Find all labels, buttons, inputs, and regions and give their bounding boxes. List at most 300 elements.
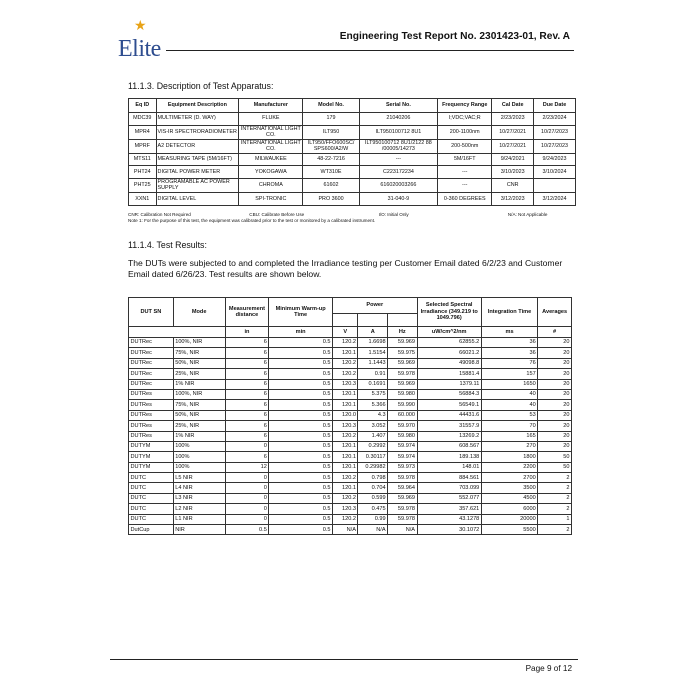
apparatus-heading: 11.1.3. Description of Test Apparatus: bbox=[128, 81, 274, 91]
results-cell: 0.5 bbox=[269, 421, 333, 431]
results-cell: 0.5 bbox=[269, 452, 333, 462]
results-cell: 0.5 bbox=[269, 504, 333, 514]
results-cell: 40 bbox=[481, 389, 537, 399]
results-cell: 120.0 bbox=[332, 410, 358, 420]
apparatus-cell: MEASURING TAPE (5M/16FT) bbox=[156, 153, 239, 166]
results-cell: 0 bbox=[225, 441, 269, 451]
apparatus-cell: 31-040-9 bbox=[359, 193, 438, 206]
results-cell: DUTYM bbox=[129, 462, 174, 472]
results-cell: N/A bbox=[388, 525, 417, 535]
results-row bbox=[129, 400, 572, 410]
results-cell: 120.2 bbox=[332, 358, 358, 368]
results-cell: 59.980 bbox=[388, 389, 417, 399]
results-cell: 6000 bbox=[481, 504, 537, 514]
results-cell: 120.1 bbox=[332, 441, 358, 451]
results-cell: 13269.2 bbox=[417, 431, 481, 441]
results-cell: DUTRec bbox=[129, 369, 174, 379]
results-cell: 0.475 bbox=[358, 504, 388, 514]
results-cell: DUTC bbox=[129, 504, 174, 514]
results-cell: 59.975 bbox=[388, 348, 417, 358]
results-cell: 25%, NIR bbox=[173, 421, 225, 431]
apparatus-cell: YOKOGAWA bbox=[239, 166, 303, 179]
apparatus-cell: XXN1 bbox=[129, 193, 157, 206]
results-cell: L1 NIR bbox=[173, 514, 225, 524]
results-cell: 59.980 bbox=[388, 431, 417, 441]
results-cell: 6 bbox=[225, 431, 269, 441]
apparatus-cell: MTS11 bbox=[129, 153, 157, 166]
results-cell: 53 bbox=[481, 410, 537, 420]
results-cell: 1.6698 bbox=[358, 338, 388, 348]
apparatus-cell: ILT950100712 8U1 bbox=[359, 125, 438, 139]
results-cell: 59.978 bbox=[388, 369, 417, 379]
results-cell: 59.969 bbox=[388, 358, 417, 368]
results-cell: L2 NIR bbox=[173, 504, 225, 514]
apparatus-cell: PHT24 bbox=[129, 166, 157, 179]
results-cell: 100% bbox=[173, 462, 225, 472]
apparatus-cell: 10/27/2021 bbox=[492, 139, 534, 153]
results-cell: 2 bbox=[538, 504, 572, 514]
results-cell: 100% bbox=[173, 441, 225, 451]
results-row bbox=[129, 431, 572, 441]
results-row bbox=[129, 389, 572, 399]
results-cell: 0.5 bbox=[269, 483, 333, 493]
header-divider bbox=[166, 50, 574, 51]
results-cell: 6 bbox=[225, 369, 269, 379]
results-cell: 0.5 bbox=[269, 348, 333, 358]
results-cell: 120.2 bbox=[332, 338, 358, 348]
results-cell: 3500 bbox=[481, 483, 537, 493]
apparatus-cell: INTERNATIONAL LIGHT CO. bbox=[239, 139, 303, 153]
results-cell: 6 bbox=[225, 338, 269, 348]
results-cell: 60.000 bbox=[388, 410, 417, 420]
legend-io: I/O: Initial Only bbox=[378, 212, 409, 217]
results-cell: 62855.2 bbox=[417, 338, 481, 348]
results-row bbox=[129, 452, 572, 462]
apparatus-col-header: Model No. bbox=[303, 99, 359, 113]
results-cell: 5.366 bbox=[358, 400, 388, 410]
results-row bbox=[129, 441, 572, 451]
apparatus-cell: --- bbox=[359, 153, 438, 166]
apparatus-cell: 200-1100nm bbox=[438, 125, 492, 139]
results-cell: 1.407 bbox=[358, 431, 388, 441]
results-cell: 2700 bbox=[481, 473, 537, 483]
results-cell: 75%, NIR bbox=[173, 348, 225, 358]
results-cell: 120.1 bbox=[332, 348, 358, 358]
results-cell: 0.5 bbox=[269, 400, 333, 410]
results-cell: 20 bbox=[538, 410, 572, 420]
apparatus-col-header: Eq ID bbox=[129, 99, 157, 113]
apparatus-cell: 3/12/2023 bbox=[492, 193, 534, 206]
report-page bbox=[106, 14, 580, 686]
results-cell: 1 bbox=[538, 514, 572, 524]
apparatus-row bbox=[129, 153, 576, 166]
results-cell: 0 bbox=[225, 473, 269, 483]
results-cell: 20 bbox=[538, 369, 572, 379]
results-cell: 552.077 bbox=[417, 493, 481, 503]
star-icon: ★ bbox=[134, 17, 147, 33]
apparatus-col-header: Due Date bbox=[534, 99, 576, 113]
apparatus-cell: 179 bbox=[303, 113, 359, 126]
results-cell: 43.1278 bbox=[417, 514, 481, 524]
apparatus-cell: C223172234 bbox=[359, 166, 438, 179]
results-row bbox=[129, 421, 572, 431]
results-cell: 120.2 bbox=[332, 473, 358, 483]
results-cell: 0.29982 bbox=[358, 462, 388, 472]
page-number: Page 9 of 12 bbox=[525, 664, 572, 673]
results-cell: DUTRec bbox=[129, 348, 174, 358]
results-paragraph: The DUTs were subjected to and completed the Irradiance testing per Customer Email dated 6/2/23 and Customer Email dated 6/26/23. Test results are shown below. bbox=[128, 258, 563, 279]
results-cell: 6 bbox=[225, 358, 269, 368]
results-cell: 59.978 bbox=[388, 473, 417, 483]
results-cell: 30.1072 bbox=[417, 525, 481, 535]
apparatus-cell: 9/24/2021 bbox=[492, 153, 534, 166]
legend-cbu: CBU: Calibrate Before Use bbox=[249, 212, 305, 217]
results-cell: 20 bbox=[538, 389, 572, 399]
results-row bbox=[129, 410, 572, 420]
apparatus-header-row bbox=[129, 99, 576, 113]
results-row bbox=[129, 493, 572, 503]
results-cell: 100%, NIR bbox=[173, 338, 225, 348]
results-cell: 20 bbox=[538, 441, 572, 451]
results-row bbox=[129, 514, 572, 524]
col-warmup: Minimum Warm-up Time bbox=[269, 298, 333, 327]
results-cell: 20 bbox=[538, 338, 572, 348]
results-header-row bbox=[129, 298, 572, 314]
results-cell: DUTRec bbox=[129, 338, 174, 348]
apparatus-cell: 10/27/2021 bbox=[492, 125, 534, 139]
results-cell: DUTRec bbox=[129, 379, 174, 389]
results-cell: 50%, NIR bbox=[173, 410, 225, 420]
power-spacer-v bbox=[332, 314, 358, 327]
results-cell: 0.5 bbox=[269, 369, 333, 379]
elite-logo bbox=[114, 18, 176, 62]
apparatus-cell: 10/27/2023 bbox=[534, 125, 576, 139]
apparatus-cell: 3/10/2023 bbox=[492, 166, 534, 179]
apparatus-cell: 200-500nm bbox=[438, 139, 492, 153]
apparatus-table bbox=[128, 98, 576, 206]
results-cell: 6 bbox=[225, 421, 269, 431]
apparatus-cell: SPI-TRONIC bbox=[239, 193, 303, 206]
results-cell: 0.5 bbox=[269, 462, 333, 472]
apparatus-cell: 3/10/2024 bbox=[534, 166, 576, 179]
units-row bbox=[129, 327, 572, 338]
results-cell: 6 bbox=[225, 400, 269, 410]
units-blank bbox=[129, 327, 226, 338]
apparatus-row bbox=[129, 166, 576, 179]
results-cell: 0.5 bbox=[269, 389, 333, 399]
apparatus-cell: 21040206 bbox=[359, 113, 438, 126]
apparatus-notes bbox=[128, 212, 576, 223]
results-cell: 120.1 bbox=[332, 483, 358, 493]
unit-cell: uW/cm^2/nm bbox=[417, 327, 481, 338]
apparatus-cell: MPRF bbox=[129, 139, 157, 153]
apparatus-row bbox=[129, 125, 576, 139]
results-row bbox=[129, 483, 572, 493]
apparatus-cell bbox=[534, 178, 576, 192]
results-cell: 75%, NIR bbox=[173, 400, 225, 410]
apparatus-row bbox=[129, 139, 576, 153]
results-cell: 0.704 bbox=[358, 483, 388, 493]
apparatus-cell: ILT950/FFO600SC/ SPS600/A2/W bbox=[303, 139, 359, 153]
results-cell: 703.099 bbox=[417, 483, 481, 493]
unit-cell: ms bbox=[481, 327, 537, 338]
results-row bbox=[129, 358, 572, 368]
results-cell: DUTC bbox=[129, 493, 174, 503]
apparatus-cell: A2 DETECTOR bbox=[156, 139, 239, 153]
results-cell: 0.5 bbox=[269, 525, 333, 535]
results-cell: DUTC bbox=[129, 483, 174, 493]
results-cell: 120.1 bbox=[332, 400, 358, 410]
results-cell: 608.567 bbox=[417, 441, 481, 451]
results-cell: 2 bbox=[538, 525, 572, 535]
results-cell: 165 bbox=[481, 431, 537, 441]
results-cell: 59.973 bbox=[388, 462, 417, 472]
results-cell: DUTRes bbox=[129, 400, 174, 410]
apparatus-cell: 616020003266 bbox=[359, 178, 438, 192]
results-row bbox=[129, 348, 572, 358]
results-cell: 20 bbox=[538, 379, 572, 389]
results-cell: 0.2992 bbox=[358, 441, 388, 451]
power-spacer-hz bbox=[388, 314, 417, 327]
apparatus-cell: CNR bbox=[492, 178, 534, 192]
apparatus-col-header: Serial No. bbox=[359, 99, 438, 113]
unit-cell: Hz bbox=[388, 327, 417, 338]
results-cell: 120.3 bbox=[332, 379, 358, 389]
apparatus-cell: 5M/16FT bbox=[438, 153, 492, 166]
results-cell: 56549.1 bbox=[417, 400, 481, 410]
results-cell: 120.2 bbox=[332, 431, 358, 441]
calibration-note: Note 1: For the purpose of this test, the equipment was calibrated prior to the test or monitored by a calibrated instrument. bbox=[128, 217, 376, 223]
results-row bbox=[129, 338, 572, 348]
results-cell: 3.052 bbox=[358, 421, 388, 431]
apparatus-cell: MILWAUKEE bbox=[239, 153, 303, 166]
results-cell: 50 bbox=[538, 462, 572, 472]
results-cell: DUTRes bbox=[129, 431, 174, 441]
unit-cell: V bbox=[332, 327, 358, 338]
unit-cell: min bbox=[269, 327, 333, 338]
col-mode: Mode bbox=[173, 298, 225, 327]
results-cell: 76 bbox=[481, 358, 537, 368]
results-cell: 0 bbox=[225, 514, 269, 524]
legend-row bbox=[128, 212, 576, 218]
apparatus-cell: 3/12/2024 bbox=[534, 193, 576, 206]
results-cell: 148.01 bbox=[417, 462, 481, 472]
results-cell: 36 bbox=[481, 348, 537, 358]
apparatus-col-header: Frequency Range bbox=[438, 99, 492, 113]
results-cell: 59.969 bbox=[388, 493, 417, 503]
col-averages: Averages bbox=[538, 298, 572, 327]
apparatus-cell: FLUKE bbox=[239, 113, 303, 126]
results-cell: 2 bbox=[538, 493, 572, 503]
col-irradiance: Selected Spectral Irradiance (349.219 to 1049.796) bbox=[417, 298, 481, 327]
results-cell: 1650 bbox=[481, 379, 537, 389]
apparatus-cell: INTERNATIONAL LIGHT CO. bbox=[239, 125, 303, 139]
results-cell: DUTC bbox=[129, 473, 174, 483]
apparatus-cell: CHROMA bbox=[239, 178, 303, 192]
results-cell: 59.970 bbox=[388, 421, 417, 431]
unit-cell: in bbox=[225, 327, 269, 338]
apparatus-cell: I;VDC;VAC;R bbox=[438, 113, 492, 126]
results-cell: 120.1 bbox=[332, 452, 358, 462]
apparatus-cell: DIGITAL LEVEL bbox=[156, 193, 239, 206]
results-cell: 270 bbox=[481, 441, 537, 451]
logo-text: Elite bbox=[118, 36, 161, 62]
results-cell: 59.969 bbox=[388, 379, 417, 389]
results-cell: 31557.9 bbox=[417, 421, 481, 431]
results-cell: 5500 bbox=[481, 525, 537, 535]
results-cell: 0.5 bbox=[269, 431, 333, 441]
apparatus-cell: MULTIMETER (D. WAY) bbox=[156, 113, 239, 126]
results-cell: DUTC bbox=[129, 514, 174, 524]
results-cell: 1.5154 bbox=[358, 348, 388, 358]
results-cell: 1800 bbox=[481, 452, 537, 462]
col-integration: Integration Time bbox=[481, 298, 537, 327]
results-cell: 120.1 bbox=[332, 389, 358, 399]
results-cell: 0 bbox=[225, 483, 269, 493]
results-cell: 4500 bbox=[481, 493, 537, 503]
results-cell: 0.5 bbox=[269, 379, 333, 389]
results-cell: N/A bbox=[358, 525, 388, 535]
apparatus-cell: MDC39 bbox=[129, 113, 157, 126]
apparatus-cell: --- bbox=[438, 178, 492, 192]
results-cell: 0.599 bbox=[358, 493, 388, 503]
results-cell: 0.5 bbox=[269, 514, 333, 524]
results-cell: 56884.3 bbox=[417, 389, 481, 399]
results-cell: DUTRes bbox=[129, 421, 174, 431]
results-cell: DutCup bbox=[129, 525, 174, 535]
results-cell: L5 NIR bbox=[173, 473, 225, 483]
results-cell: 0.99 bbox=[358, 514, 388, 524]
results-cell: 0 bbox=[225, 493, 269, 503]
results-cell: 0.5 bbox=[269, 473, 333, 483]
results-cell: 44431.6 bbox=[417, 410, 481, 420]
results-cell: 120.3 bbox=[332, 421, 358, 431]
results-cell: 25%, NIR bbox=[173, 369, 225, 379]
results-cell: 20 bbox=[538, 400, 572, 410]
results-cell: 157 bbox=[481, 369, 537, 379]
unit-cell: # bbox=[538, 327, 572, 338]
apparatus-cell: 10/27/2023 bbox=[534, 139, 576, 153]
results-cell: 120.2 bbox=[332, 514, 358, 524]
apparatus-col-header: Cal Date bbox=[492, 99, 534, 113]
results-cell: 6 bbox=[225, 348, 269, 358]
results-cell: 2 bbox=[538, 473, 572, 483]
results-cell: 120.1 bbox=[332, 462, 358, 472]
results-cell: 20000 bbox=[481, 514, 537, 524]
results-cell: 6 bbox=[225, 389, 269, 399]
results-cell: 2 bbox=[538, 483, 572, 493]
col-distance: Measurement distance bbox=[225, 298, 269, 327]
results-cell: 59.969 bbox=[388, 338, 417, 348]
apparatus-cell: 2/23/2024 bbox=[534, 113, 576, 126]
apparatus-cell: ILT950100712 8U1/2122 88 /00005/14273 bbox=[359, 139, 438, 153]
results-cell: DUTRes bbox=[129, 389, 174, 399]
results-cell: 357.621 bbox=[417, 504, 481, 514]
results-cell: 120.3 bbox=[332, 504, 358, 514]
results-row bbox=[129, 462, 572, 472]
results-row bbox=[129, 504, 572, 514]
results-cell: 120.2 bbox=[332, 369, 358, 379]
power-spacer-a bbox=[358, 314, 388, 327]
results-row bbox=[129, 379, 572, 389]
results-cell: 12 bbox=[225, 462, 269, 472]
results-cell: 59.974 bbox=[388, 452, 417, 462]
results-cell: 59.964 bbox=[388, 483, 417, 493]
apparatus-cell: 2/23/2023 bbox=[492, 113, 534, 126]
results-body bbox=[129, 338, 572, 535]
results-cell: 36 bbox=[481, 338, 537, 348]
results-cell: 884.561 bbox=[417, 473, 481, 483]
results-cell: L4 NIR bbox=[173, 483, 225, 493]
results-cell: 1% NIR bbox=[173, 379, 225, 389]
apparatus-cell: PRO 3600 bbox=[303, 193, 359, 206]
apparatus-cell: --- bbox=[438, 166, 492, 179]
report-title: Engineering Test Report No. 2301423-01, Rev. A bbox=[339, 31, 570, 42]
results-cell: 0.30117 bbox=[358, 452, 388, 462]
results-cell: 1% NIR bbox=[173, 431, 225, 441]
results-cell: 20 bbox=[538, 348, 572, 358]
results-cell: 15881.4 bbox=[417, 369, 481, 379]
results-cell: 40 bbox=[481, 400, 537, 410]
results-cell: 0.5 bbox=[225, 525, 269, 535]
results-cell: 2200 bbox=[481, 462, 537, 472]
results-cell: DUTYM bbox=[129, 452, 174, 462]
results-table bbox=[128, 297, 572, 535]
results-cell: N/A bbox=[332, 525, 358, 535]
results-cell: 20 bbox=[538, 358, 572, 368]
apparatus-col-header: Equipment Description bbox=[156, 99, 239, 113]
results-cell: 1.1443 bbox=[358, 358, 388, 368]
results-cell: 0.5 bbox=[269, 410, 333, 420]
results-cell: 100%, NIR bbox=[173, 389, 225, 399]
results-cell: 0.798 bbox=[358, 473, 388, 483]
apparatus-cell: MPR4 bbox=[129, 125, 157, 139]
results-cell: 6 bbox=[225, 410, 269, 420]
col-dut-sn: DUT SN bbox=[129, 298, 174, 327]
results-cell: L3 NIR bbox=[173, 493, 225, 503]
results-cell: 50 bbox=[538, 452, 572, 462]
results-cell: 1379.11 bbox=[417, 379, 481, 389]
results-cell: 0.5 bbox=[269, 358, 333, 368]
results-cell: 59.978 bbox=[388, 504, 417, 514]
results-cell: 20 bbox=[538, 431, 572, 441]
results-cell: 59.978 bbox=[388, 514, 417, 524]
apparatus-cell: 61602 bbox=[303, 178, 359, 192]
legend-cnr: CNR: Calibration Not Required bbox=[128, 212, 191, 217]
results-row bbox=[129, 369, 572, 379]
apparatus-cell: PHT25 bbox=[129, 178, 157, 192]
results-cell: 0.5 bbox=[269, 441, 333, 451]
results-cell: DUTRec bbox=[129, 358, 174, 368]
results-cell: 59.990 bbox=[388, 400, 417, 410]
unit-cell: A bbox=[358, 327, 388, 338]
apparatus-cell: PROGRAMABLE AC POWER SUPPLY bbox=[156, 178, 239, 192]
results-cell: 0.91 bbox=[358, 369, 388, 379]
results-cell: 5.375 bbox=[358, 389, 388, 399]
results-cell: 50%, NIR bbox=[173, 358, 225, 368]
apparatus-col-header: Manufacturer bbox=[239, 99, 303, 113]
results-cell: 6 bbox=[225, 452, 269, 462]
footer-divider bbox=[110, 659, 578, 660]
results-cell: 20 bbox=[538, 421, 572, 431]
results-heading: 11.1.4. Test Results: bbox=[128, 240, 207, 250]
results-cell: DUTRes bbox=[129, 410, 174, 420]
apparatus-cell: ILT950 bbox=[303, 125, 359, 139]
results-cell: NIR bbox=[173, 525, 225, 535]
results-cell: 66021.2 bbox=[417, 348, 481, 358]
apparatus-cell: DIGITAL POWER METER bbox=[156, 166, 239, 179]
results-cell: 0.5 bbox=[269, 493, 333, 503]
